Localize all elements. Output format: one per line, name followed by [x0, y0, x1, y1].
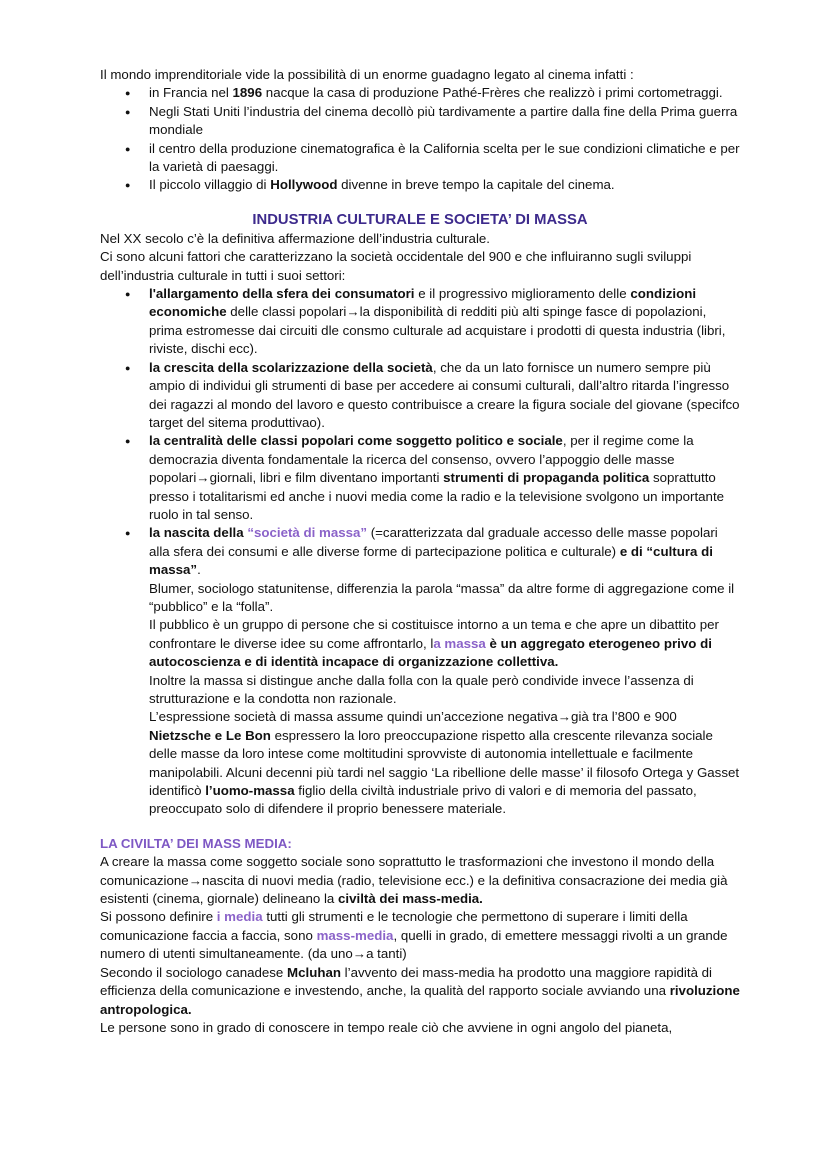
paragraph: A creare la massa come soggetto sociale sono soprattutto le trasformazioni che investono il mondo della comunicazione→nascita di nuovi media (radio, televisione ecc.) e la definitiva consacrazione dei media già esistenti (cinema, giornale) delineano la civiltà dei mass-media.	[100, 854, 728, 907]
paragraph: L’espressione società di massa assume quindi un’accezione negativa→già tra l’800 e 900 Nietzsche e Le Bon espressero la loro preoccupazione rispetto alla crescente rilevanza sociale delle masse da loro intese come moltitudini sprovviste di autonomia intellettuale e facilmente manipolabili. Alcuni decenni più tardi nel saggio ‘La ribellione delle masse’ il filosofo Ortega y Gasset identificò l’uomo-massa figlio della civiltà industriale privo di valori e di memoria del passato, preoccupato solo di difendere il proprio benessere materiale.	[149, 709, 740, 817]
list-item: ● Il piccolo villaggio di Hollywood divenne in breve tempo la capitale del cinema.	[100, 176, 740, 194]
list-item: ● l'allargamento della sfera dei consumatori e il progressivo miglioramento delle condizioni economiche delle classi popolari→la disponibilità di redditi più alti spinge fasce di popolazioni, prima estromesse dai circuiti dle consmo culturale ad acquistare i prodotti di questa industria (libri, riviste, dischi ecc).	[100, 285, 740, 359]
paragraph: Ci sono alcuni fattori che caratterizzano la società occidentale del 900 e che influiranno sugli sviluppi dell’industria culturale in tutti i suoi settori:	[100, 249, 692, 283]
paragraph: Inoltre la massa si distingue anche dalla folla con la quale però condivide invece l’assenza di strutturazione e la condotta non razionale.	[149, 672, 694, 706]
paragraph: Il pubblico è un gruppo di persone che si costituisce intorno a un tema e che apre un dibattito per confrontare le diverse idee su come affrontarlo, la massa è un aggregato eterogeneo privo di autocoscienza e di identità incapace di organizzazione collettiva.	[149, 617, 719, 670]
paragraph: Si possono definire i media tutti gli strumenti e le tecnologie che permettono di superare i limiti della comunicazione faccia a faccia, sono mass-media, quelli in grado, di emettere messaggi rivolti a un grande numero di utenti simultaneamente. (da uno→a tanti)	[100, 909, 728, 962]
paragraph: Nel XX secolo c’è la definitiva affermazione dell’industria culturale.	[100, 230, 490, 246]
section-heading-industria: INDUSTRIA CULTURALE E SOCIETA’ DI MASSA	[252, 211, 588, 228]
paragraph: Blumer, sociologo statunitense, differenzia la parola “massa” da altre forme di aggregazione come il “pubblico” e la “folla”.	[149, 580, 735, 614]
list-item: ● la crescita della scolarizzazione della società, che da un lato fornisce un numero sempre più ampio di individui gli strumenti di base per accedere ai consumi culturali, dall’altro ritarda l’ingresso dei ragazzi al mondo del lavoro e questo contribuisce a creare la figura sociale del giovane (specifco target del sitema produttivao).	[100, 359, 740, 433]
list-item: ● in Francia nel 1896 nacque la casa di produzione Pathé-Frères che realizzò i primi cortometraggi.	[100, 84, 740, 102]
factors-list	[100, 285, 740, 819]
list-item: ● il centro della produzione cinematografica è la California scelta per le sue condizioni climatiche e per la varietà di paesaggi.	[100, 140, 740, 177]
intro-lead: Il mondo imprenditoriale vide la possibilità di un enorme guadagno legato al cinema infatti :	[100, 67, 634, 82]
document-page	[100, 66, 740, 1037]
paragraph: Le persone sono in grado di conoscere in tempo reale ciò che avviene in ogni angolo del pianeta,	[100, 1019, 673, 1035]
intro-list	[100, 84, 740, 194]
section-heading-mass-media: LA CIVILTA’ DEI MASS MEDIA:	[100, 835, 292, 851]
list-item: ● Negli Stati Uniti l’industria del cinema decollò più tardivamente a partire dalla fine della Prima guerra mondiale	[100, 103, 740, 140]
paragraph: Secondo il sociologo canadese Mcluhan l’avvento dei mass-media ha prodotto una maggiore rapidità di efficienza della comunicazione e investendo, anche, la qualità del rapporto sociale avviando una rivoluzione antropologica.	[100, 964, 740, 1017]
list-item: ● la centralità delle classi popolari come soggetto politico e sociale, per il regime come la democrazia diventa fondamentale la ricerca del consenso, ovvero l’appoggio delle masse popolari→giornali, libri e film diventano importanti strumenti di propaganda politica soprattutto presso i totalitarismi ed anche i nuovi media come la radio e la televisione svolgono un importante ruolo in tal senso.	[100, 432, 740, 524]
list-item: ● la nascita della “società di massa” (=caratterizzata dal graduale accesso delle masse popolari alla sfera dei consumi e alle diverse forme di partecipazione politica e culturale) e di “cultura di massa”. Blumer, sociologo statunitense, differenzia la parola “massa” da altre forme di aggregazione come il “pubblico” e la “folla”. Il pubblico è un gruppo di persone che si costituisce intorno a un tema e che apre un dibattito per confrontare le diverse idee su come affrontarlo, la massa è un aggregato eterogeneo privo di autocoscienza e di identità incapace di organizzazione collettiva. Inoltre la massa si distingue anche dalla folla con la quale però condivide invece l’assenza di strutturazione e la condotta non razionale. L’espressione società di massa assume quindi un’accezione negativa→già tra l’800 e 900 Nietzsche e Le Bon espressero la loro preoccupazione rispetto alla crescente rilevanza sociale delle masse da loro intese come moltitudini sprovviste di autonomia intellettuale e facilmente manipolabili. Alcuni decenni più tardi nel saggio ‘La ribellione delle masse’ il filosofo Ortega y Gasset identificò l’uomo-massa figlio della civiltà industriale privo di valori e di memoria del passato, preoccupato solo di difendere il proprio benessere materiale.	[100, 524, 740, 819]
